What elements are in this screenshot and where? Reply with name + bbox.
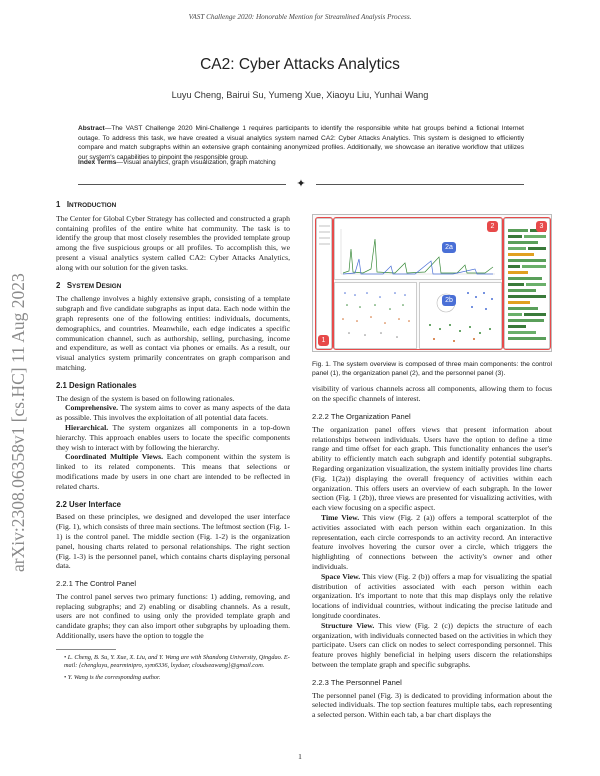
control-panel-highlight — [315, 217, 333, 350]
organization-panel-highlight — [333, 217, 503, 350]
abstract-text: —The VAST Challenge 2020 Mini-Challenge 1 requires participants to identify the responsible white hat groups behind a fictional Internet outage. To address this task, we have created a visual analytics system named CA2: Cyber Attacks Analytics. This system is designed to efficiently compare and match subgraphs within an extensive graph containing anonymized profiles. Additionally, we showcase an iterative workflow that utilizes our system's capabilities to pinpoint the responsible group. — [78, 125, 524, 161]
rationale-comprehensive: Comprehensive. The system aims to cover as many aspects of the data as possible. This involves the exploitation of all potential data facets. — [56, 403, 290, 423]
badge-control: 1 — [318, 335, 329, 346]
badge-organization: 2 — [487, 221, 498, 232]
section-2-2-2-heading: 2.2.2 The Organization Panel — [312, 412, 411, 421]
badge-2b: 2b — [442, 295, 456, 306]
time-view-paragraph: Time View. This view (Fig. 2 (a)) offers a temporal scatterplot of the activities associated with each person within each organization. In this representation, each circle corresponds to an activity record. An interactive feature involves hovering the cursor over a circle, which triggers the highlighting of connections between the activity's owner and other individuals. — [312, 512, 552, 571]
index-terms-text: —Visual analytics, graph visualization, graph matching — [116, 159, 276, 166]
section-divider — [78, 180, 524, 190]
page-number: 1 — [298, 752, 302, 761]
personnel-panel-paragraph: The personnel panel (Fig. 3) is dedicated to providing information about the selected individuals. The top section features multiple tabs, each representing a selected person. Within each tab, a bar chart displays the — [312, 690, 552, 720]
user-interface-paragraph: Based on these principles, we designed and developed the user interface (Fig. 1), which consists of three main sections. The leftmost section (Fig. 1-1) is the control panel. The middle section (Fig. 1-2) is the organization panel, housing charts related to personal relationships. The right section (Fig. 1-3) is the personnel panel, which contains charts displaying personal data. — [56, 512, 290, 571]
section-2-heading: 2 SYSTEM DESIGN — [56, 280, 122, 290]
rationale-hierarchical: Hierarchical. The system organizes all components in a top-down hierarchy. This approach enables users to locate the specific components they wish to interact with by following the hierarchy. — [56, 422, 290, 452]
section-1-heading: 1 INTRODUCTION — [56, 200, 117, 209]
rationale-coordinated: Coordinated Multiple Views. Each component within the system is linked to its related components. This means that selections or modifications made by users in one chart are intended to be reflected in related charts. — [56, 452, 290, 491]
abstract — [78, 124, 524, 162]
structure-view-paragraph: Structure View. This view (Fig. 2 (c)) depicts the structure of each organization, with individuals connected based on the activities in which they participate. Users can click on nodes to select corresponding personnel. This feature proves highly beneficial in helping users discern the relationships between the template graph and specific subgraphs. — [312, 620, 552, 669]
section-2-2-3-heading: 2.2.3 The Personnel Panel — [312, 677, 402, 687]
space-view-paragraph: Space View. This view (Fig. 2 (b)) offers a map for visualizing the spatial distribution of activities associated with each person within each organization. It's important to note that this map displays only the relative locations of individual countries, without indicating the precise latitude and longitude coordinates. — [312, 571, 552, 620]
section-2-2-1-heading: 2.2.1 The Control Panel — [56, 579, 137, 589]
figure-1-caption: Fig. 1. The system overview is composed of three main components: the control panel (1), the organization panel (2), and the personnel panel (3). — [312, 361, 552, 378]
personnel-panel-highlight — [503, 217, 551, 350]
section-2-2-heading: 2.2 User Interface — [56, 499, 122, 509]
arxiv-stamp — [4, 196, 34, 576]
paper-title: CA2: Cyber Attacks Analytics — [200, 56, 400, 73]
left-column — [56, 200, 290, 682]
organization-panel-paragraph: The organization panel offers views that present information about relationships between individuals. Users have the option to define a time range and time offset for each graph. This functionality enhances the user's ability to efficiently match each subgraph and identify potential subgraphs. Regarding organization visualization, the system initially provides line charts (Fig. 1(2a)) displaying the overall frequency of activities within each organization. This offers users an overview of each subgraph. In the lower section (Fig. 1 (2b)), three views are presented for visualizing activities, with each view focusing on a specific aspect. — [312, 424, 552, 513]
system-overview-figure — [312, 214, 552, 352]
control-panel-paragraph: The control panel serves two primary functions: 1) adding, removing, and replacing subgraphs; and 2) enabling or disabling channels. As a result, users are not confined to using only the provided template graph and candidate graphs; they can also import other subgraphs by uploading them. Additionally, users have the option to toggle the — [56, 591, 290, 641]
abstract-label: Abstract — [78, 125, 105, 132]
system-design-paragraph: The challenge involves a highly extensive graph, consisting of a template subgraph and five candidate subgraphs as input data. Each node within the graph represents one of the following entities: individuals, documents, demographics, and countries. Meanwhile, each edge indicates a specific communication channel, such as authorship, selling, purchasing, income and expenditure, as well as contact via phones or emails. As a result, our visual analytics system primarily concentrates on graph comparison and matching. — [56, 294, 290, 372]
footnote-affiliations: • L. Cheng, B. Su, Y. Xue, X. Liu, and Y. Wang are with Shandong University, Qingdao. E-mail: {chengluyu, pearminipro, xym6336, lxyduer, cloudseawang}@gmail.com. — [64, 653, 290, 670]
running-header: VAST Challenge 2020: Honorable Mention for Streamlined Analysis Process. — [188, 13, 412, 21]
rationale-intro: The design of the system is based on following rationales. — [56, 393, 235, 403]
index-terms — [78, 158, 524, 168]
badge-personnel: 3 — [536, 221, 547, 232]
footnote-corresponding: • Y. Wang is the corresponding author. — [64, 673, 161, 681]
control-panel-continued: visibility of various channels across all components, allowing them to focus on the specific channels of interest. — [312, 384, 552, 404]
divider-star-icon: ✦ — [296, 178, 306, 190]
index-terms-label: Index Terms — [78, 159, 117, 166]
right-column — [312, 360, 552, 720]
badge-2a: 2a — [442, 242, 456, 253]
arxiv-id: arXiv:2308.06358v1 [cs.HC] 11 Aug 2023 — [8, 273, 28, 572]
section-2-1-heading: 2.1 Design Rationales — [56, 380, 137, 390]
author-list: Luyu Cheng, Bairui Su, Yumeng Xue, Xiaoyu Liu, Yunhai Wang — [171, 90, 429, 100]
footnote-rule — [56, 649, 116, 650]
intro-paragraph: The Center for Global Cyber Strategy has collected and constructed a graph containing profiles of the entire white hat community. The task is to identify the group that most closely resembles the provided template group among the five suspicious groups or all profiles. To accomplish this, we present a visual analytics system called CA2: Cyber Attacks Analytics, along with our solution for the given tasks. — [56, 213, 290, 272]
